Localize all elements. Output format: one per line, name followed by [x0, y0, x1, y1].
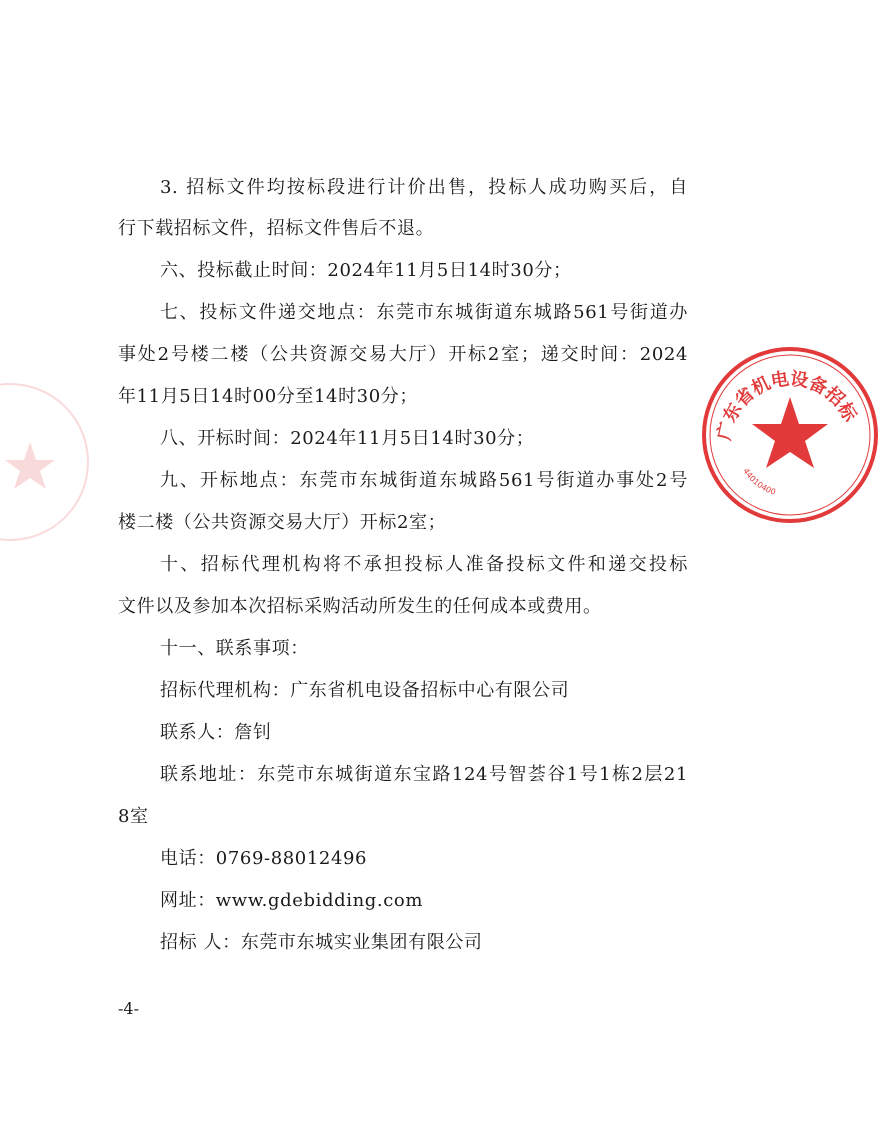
page-number: -4- [118, 999, 139, 1018]
text-line: 八、开标时间：2024年11月5日14时30分； [160, 428, 535, 449]
seal-star-icon [752, 397, 828, 468]
text-line: 十、招标代理机构将不承担投标人准备投标文件和递交投标 [160, 554, 688, 575]
text-line: 行下载招标文件，招标文件售后不退。 [118, 218, 435, 239]
seal-text: 广东省机电设备招标 [713, 368, 861, 443]
text-line: 联系地址：东莞市东城街道东宝路124号智荟谷1号1栋2层21 [160, 764, 688, 785]
text-line: 3. 招标文件均按标段进行计价出售，投标人成功购买后，自 [160, 177, 688, 198]
text-line: 联系人：詹钊 [160, 722, 272, 743]
text-line: 招标代理机构：广东省机电设备招标中心有限公司 [160, 680, 570, 701]
text-line: 十一、联系事项： [160, 638, 309, 659]
svg-text:44010400 [741, 467, 777, 497]
text-line: 七、投标文件递交地点：东莞市东城街道东城路561号街道办 [160, 302, 688, 323]
seal-serial: 44010400 [741, 466, 777, 497]
text-line: 九、开标地点：东莞市东城街道东城路561号街道办事处2号 [160, 470, 688, 491]
text-line: 网址：www.gdebidding.com [160, 890, 424, 911]
text-line: 招标 人：东莞市东城实业集团有限公司 [160, 932, 483, 953]
seal-bleed-mark [0, 372, 90, 552]
text-line: 年11月5日14时00分至14时30分； [118, 386, 418, 407]
official-seal [700, 345, 880, 525]
text-line: 8室 [118, 806, 149, 827]
text-line: 楼二楼（公共资源交易大厅）开标2室； [118, 512, 447, 533]
text-line: 事处2号楼二楼（公共资源交易大厅）开标2室；递交时间：2024 [118, 344, 688, 365]
text-line: 文件以及参加本次招标采购活动所发生的任何成本或费用。 [118, 596, 602, 617]
text-line: 六、投标截止时间：2024年11月5日14时30分； [160, 260, 572, 281]
text-line: 电话：0769-88012496 [160, 848, 368, 869]
